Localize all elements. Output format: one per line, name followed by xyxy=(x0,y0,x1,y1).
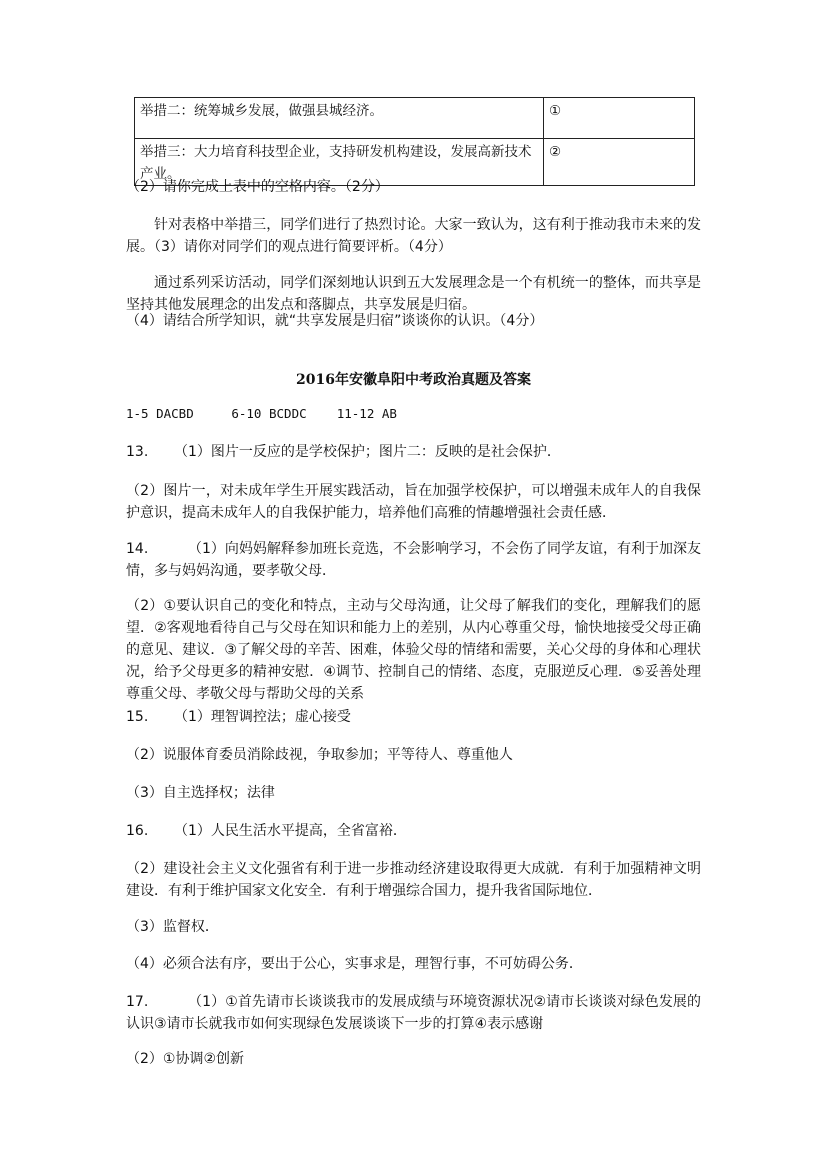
answer-15-1 xyxy=(126,706,701,728)
question-4: （4）请结合所学知识，就“共享发展是归宿”谈谈你的认识。（4分） xyxy=(126,313,544,329)
question-number: 13. xyxy=(126,444,149,460)
answer-17-2: （2）①协调②创新 xyxy=(126,1051,245,1067)
interview-paragraph: 通过系列采访活动，同学们深刻地认识到五大发展理念是一个有机统一的整体，而共享是坚持其他发展理念的出发点和落脚点，共享发展是归宿。 xyxy=(126,275,701,313)
answer-13-2: （2）图片一，对未成年学生开展实践活动，旨在加强学校保护，可以增强未成年人的自我保护意识，提高未成年人的自我保护能力，培养他们高雅的情趣增强社会责任感． xyxy=(126,483,701,521)
answer-text: （1）图片一反应的是学校保护；图片二：反映的是社会保护． xyxy=(174,444,561,460)
answer-16-1 xyxy=(126,820,701,842)
answer-15-2: （2）说服体育委员消除歧视，争取参加；平等待人、尊重他人 xyxy=(126,747,513,763)
table-cell-measure: 举措二：统筹城乡发展，做强县城经济。 xyxy=(135,98,544,139)
answer-14-2: （2）①要认识自己的变化和特点，主动与父母沟通，让父母了解我们的变化，理解我们的愿望．②客观地看待自己与父母在知识和能力上的差别，从内心尊重父母，愉快地接受父母正确的意见、建议．③了解父母的辛苦、困难，体验父母的情绪和需要，关心父母的身体和心理状况，给予父母更多的精神安慰．④调节、控制自己的情绪、态度，克服逆反心理．⑤妥善处理尊重父母、孝敬父母与帮助父母的关系 xyxy=(126,598,701,702)
question-2: （2）请你完成上表中的空格内容。（2分） xyxy=(126,179,389,195)
table-cell-blank: ① xyxy=(544,98,695,139)
answer-text: （1）理智调控法；虚心接受 xyxy=(174,709,351,725)
answer-16-2: （2）建设社会主义文化强省有利于进一步推动经济建设取得更大成就．有利于加强精神文明建设．有利于维护国家文化安全．有利于增强综合国力，提升我省国际地位． xyxy=(126,861,701,899)
discussion-paragraph: 针对表格中举措三，同学们进行了热烈讨论。大家一致认为，这有利于推动我市未来的发展。（3）请你对同学们的观点进行简要评析。（4分） xyxy=(126,217,701,255)
choice-answers: 1-5 DACBD 6-10 BCDDC 11-12 AB xyxy=(126,406,397,421)
answer-text: （1）①首先请市长谈谈我市的发展成绩与环境资源状况②请市长谈谈对绿色发展的认识③请市长就我市如何实现绿色发展谈谈下一步的打算④表示感谢 xyxy=(126,994,701,1032)
question-number: 15. xyxy=(126,709,149,725)
answer-17-1 xyxy=(126,991,701,1035)
question-number: 17. xyxy=(126,994,149,1010)
answer-13-1 xyxy=(126,441,701,463)
answer-15-3: （3）自主选择权；法律 xyxy=(126,785,275,801)
question-number: 16. xyxy=(126,823,149,839)
table-cell-measure: 举措三：大力培育科技型企业，支持研发机构建设，发展高新技术产业。 xyxy=(135,139,544,186)
table-cell-blank: ② xyxy=(544,139,695,186)
answer-16-4: （4）必须合法有序，要出于公心，实事求是，理智行事，不可妨碍公务． xyxy=(126,956,583,972)
table-row xyxy=(135,98,695,139)
answer-16-3: （3）监督权． xyxy=(126,919,219,935)
answer-text: （1）人民生活水平提高，全省富裕． xyxy=(174,823,407,839)
question-number: 14. xyxy=(126,541,149,557)
answer-text: （1）向妈妈解释参加班长竞选，不会影响学习，不会伤了同学友谊，有利于加深友情，多与妈妈沟通，要孝敬父母． xyxy=(126,541,701,579)
measures-table xyxy=(134,97,695,186)
answers-title: 2016年安徽阜阳中考政治真题及答案 xyxy=(296,372,531,388)
answer-14-1 xyxy=(126,538,701,582)
